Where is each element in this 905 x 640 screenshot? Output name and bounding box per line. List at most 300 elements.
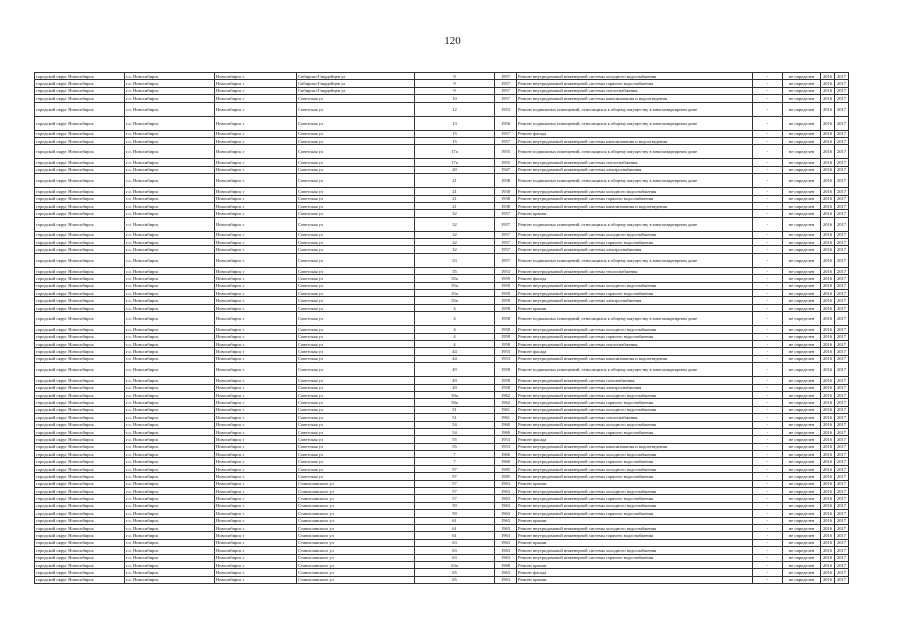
cell-okrug: городской округ Новосибирск [35,524,125,531]
cell-n: - [753,399,783,406]
cell-y1: 2016 [821,384,835,391]
cell-year: 1963 [495,576,517,583]
cell-house: 21 [415,202,495,209]
cell-n: - [753,391,783,398]
cell-street: Советская ул [297,282,415,289]
cell-y2: 2017 [835,399,849,406]
cell-cost: не определен [783,231,821,238]
cell-np: Новосибирск г [215,95,297,102]
cell-year: 1953 [495,443,517,450]
cell-np: Новосибирск г [215,333,297,340]
cell-mo: г.о. Новосибирск [125,87,215,94]
cell-np: Новосибирск г [215,384,297,391]
cell-okrug: городской округ Новосибирск [35,517,125,524]
cell-n: - [753,102,783,116]
cell-okrug: городской округ Новосибирск [35,340,125,347]
cell-year: 1947 [495,166,517,173]
cell-work: Ремонт внутридомовой инженерной системы горячего водоснабжения [517,473,753,480]
cell-work: Ремонт подвальных помещений, относящихся к общему имуществу в многоквартирном доме [517,145,753,159]
cell-work: Ремонт внутридомовой инженерной системы холодного водоснабжения [517,73,753,80]
cell-work: Ремонт внутридомовой инженерной системы горячего водоснабжения [517,554,753,561]
cell-street: Советская ул [297,348,415,355]
cell-house: 49 [415,377,495,384]
cell-year: 1961 [495,406,517,413]
cell-cost: не определен [783,210,821,217]
cell-y2: 2017 [835,363,849,377]
table-row [35,539,849,546]
cell-y1: 2016 [821,231,835,238]
cell-work: Ремонт внутридомовой инженерной системы канализования и водоотведения [517,202,753,209]
table-row [35,217,849,231]
cell-mo: г.о. Новосибирск [125,532,215,539]
cell-cost: не определен [783,569,821,576]
cell-house: 35 [415,267,495,274]
cell-y2: 2017 [835,421,849,428]
table-row [35,246,849,253]
cell-y2: 2017 [835,231,849,238]
cell-np: Новосибирск г [215,116,297,130]
cell-n: - [753,282,783,289]
cell-n: - [753,202,783,209]
cell-year: 1957 [495,239,517,246]
cell-n: - [753,510,783,517]
cell-y1: 2016 [821,174,835,188]
cell-work: Ремонт фасада [517,569,753,576]
cell-mo: г.о. Новосибирск [125,246,215,253]
cell-np: Новосибирск г [215,174,297,188]
cell-okrug: городской округ Новосибирск [35,231,125,238]
cell-year: 1958 [495,377,517,384]
cell-street: Станиславского ул [297,576,415,583]
cell-work: Ремонт внутридомовой инженерной системы горячего водоснабжения [517,428,753,435]
cell-np: Новосибирск г [215,290,297,297]
cell-y2: 2017 [835,159,849,166]
cell-n: - [753,253,783,267]
cell-np: Новосибирск г [215,576,297,583]
cell-y2: 2017 [835,217,849,231]
cell-okrug: городской округ Новосибирск [35,421,125,428]
cell-y2: 2017 [835,297,849,304]
cell-street: Станиславского ул [297,502,415,509]
cell-cost: не определен [783,473,821,480]
cell-cost: не определен [783,488,821,495]
cell-street: Советская ул [297,275,415,282]
cell-cost: не определен [783,406,821,413]
table-row [35,502,849,509]
cell-y1: 2016 [821,73,835,80]
cell-okrug: городской округ Новосибирск [35,414,125,421]
cell-y1: 2016 [821,253,835,267]
cell-street: Советская ул [297,116,415,130]
cell-n: - [753,561,783,568]
cell-n: - [753,377,783,384]
table-row [35,312,849,326]
cell-year: 1960 [495,458,517,465]
cell-cost: не определен [783,495,821,502]
cell-okrug: городской округ Новосибирск [35,174,125,188]
cell-cost: не определен [783,547,821,554]
cell-year: 1953 [495,436,517,443]
cell-n: - [753,333,783,340]
cell-y2: 2017 [835,473,849,480]
cell-street: Советская ул [297,195,415,202]
cell-okrug: городской округ Новосибирск [35,246,125,253]
cell-mo: г.о. Новосибирск [125,166,215,173]
cell-mo: г.о. Новосибирск [125,524,215,531]
table-row [35,377,849,384]
cell-street: Советская ул [297,95,415,102]
table-row [35,210,849,217]
cell-year: 1957 [495,80,517,87]
cell-street: Советская ул [297,210,415,217]
cell-y2: 2017 [835,253,849,267]
table-row [35,73,849,80]
cell-np: Новосибирск г [215,312,297,326]
cell-cost: не определен [783,391,821,398]
cell-street: Советская ул [297,174,415,188]
cell-mo: г.о. Новосибирск [125,340,215,347]
cell-work: Ремонт внутридомовой инженерной системы холодного водоснабжения [517,282,753,289]
cell-n: - [753,275,783,282]
cell-y2: 2017 [835,95,849,102]
cell-okrug: городской округ Новосибирск [35,137,125,144]
page-number: 120 [444,35,461,47]
cell-year: 1963 [495,532,517,539]
cell-cost: не определен [783,246,821,253]
cell-y2: 2017 [835,451,849,458]
table-row [35,480,849,487]
table-row [35,137,849,144]
cell-mo: г.о. Новосибирск [125,502,215,509]
cell-street: Станиславского ул [297,554,415,561]
cell-y2: 2017 [835,267,849,274]
cell-street: Советская ул [297,391,415,398]
cell-y2: 2017 [835,304,849,311]
cell-house: 54 [415,421,495,428]
cell-y1: 2016 [821,246,835,253]
cell-n: - [753,421,783,428]
cell-y1: 2016 [821,547,835,554]
cell-year: 1957 [495,231,517,238]
cell-cost: не определен [783,304,821,311]
cell-street: Советская ул [297,377,415,384]
cell-np: Новосибирск г [215,524,297,531]
cell-okrug: городской округ Новосибирск [35,188,125,195]
table-row [35,391,849,398]
cell-y2: 2017 [835,377,849,384]
table-row [35,95,849,102]
cell-np: Новосибирск г [215,130,297,137]
cell-n: - [753,210,783,217]
table-row [35,304,849,311]
cell-y1: 2016 [821,333,835,340]
table-row [35,297,849,304]
cell-y1: 2016 [821,488,835,495]
cell-work: Ремонт внутридомовой инженерной системы канализования и водоотведения [517,137,753,144]
cell-house: 17а [415,145,495,159]
cell-y2: 2017 [835,145,849,159]
cell-cost: не определен [783,116,821,130]
table-row [35,495,849,502]
cell-cost: не определен [783,348,821,355]
table-row [35,253,849,267]
table-row [35,554,849,561]
cell-cost: не определен [783,443,821,450]
cell-work: Ремонт внутридомовой инженерной системы теплоснабжения [517,267,753,274]
cell-okrug: городской округ Новосибирск [35,282,125,289]
cell-street: Станиславского ул [297,488,415,495]
cell-year: 1953 [495,267,517,274]
cell-cost: не определен [783,326,821,333]
cell-cost: не определен [783,554,821,561]
cell-okrug: городской округ Новосибирск [35,428,125,435]
cell-n: - [753,502,783,509]
table-row [35,239,849,246]
cell-cost: не определен [783,95,821,102]
cell-work: Ремонт внутридомовой инженерной системы горячего водоснабжения [517,239,753,246]
cell-okrug: городской округ Новосибирск [35,348,125,355]
cell-house: 35а [415,297,495,304]
table-row [35,517,849,524]
cell-house: 9 [415,73,495,80]
cell-np: Новосибирск г [215,547,297,554]
cell-work: Ремонт фасада [517,130,753,137]
cell-mo: г.о. Новосибирск [125,267,215,274]
cell-okrug: городской округ Новосибирск [35,73,125,80]
cell-year: 1968 [495,561,517,568]
cell-work: Ремонт внутридомовой инженерной системы горячего водоснабжения [517,195,753,202]
cell-okrug: городской округ Новосибирск [35,465,125,472]
cell-np: Новосибирск г [215,539,297,546]
cell-mo: г.о. Новосибирск [125,137,215,144]
cell-cost: не определен [783,253,821,267]
cell-house: 13 [415,116,495,130]
cell-year: 1957 [495,253,517,267]
cell-n: - [753,304,783,311]
cell-y1: 2016 [821,502,835,509]
cell-work: Ремонт внутридомовой инженерной системы теплоснабжения [517,87,753,94]
cell-np: Новосибирск г [215,488,297,495]
cell-n: - [753,451,783,458]
cell-mo: г.о. Новосибирск [125,312,215,326]
table-row [35,102,849,116]
cell-okrug: городской округ Новосибирск [35,532,125,539]
cell-year: 1963 [495,488,517,495]
cell-year: 1956 [495,116,517,130]
cell-street: Советская ул [297,363,415,377]
cell-street: Советская ул [297,384,415,391]
cell-y2: 2017 [835,166,849,173]
cell-y1: 2016 [821,414,835,421]
cell-n: - [753,195,783,202]
cell-n: - [753,458,783,465]
cell-work: Ремонт подвальных помещений, относящихся к общему имуществу в многоквартирном доме [517,102,753,116]
cell-cost: не определен [783,275,821,282]
cell-okrug: городской округ Новосибирск [35,297,125,304]
cell-year: 1958 [495,333,517,340]
cell-y1: 2016 [821,473,835,480]
table-row [35,166,849,173]
cell-y1: 2016 [821,495,835,502]
cell-house: 21 [415,195,495,202]
cell-n: - [753,340,783,347]
cell-street: Советская ул [297,312,415,326]
cell-street: Станиславского ул [297,532,415,539]
cell-n: - [753,290,783,297]
cell-year: 1960 [495,451,517,458]
table-row [35,384,849,391]
cell-year: 1957 [495,95,517,102]
cell-house: 63 [415,554,495,561]
cell-work: Ремонт внутридомовой инженерной системы электроснабжения [517,297,753,304]
cell-house: 32 [415,246,495,253]
cell-np: Новосибирск г [215,202,297,209]
cell-cost: не определен [783,282,821,289]
cell-street: Советская ул [297,326,415,333]
table-row [35,116,849,130]
table-row [35,547,849,554]
cell-cost: не определен [783,399,821,406]
cell-cost: не определен [783,130,821,137]
cell-house: 15 [415,130,495,137]
cell-work: Ремонт внутридомовой инженерной системы теплоснабжения [517,414,753,421]
cell-work: Ремонт внутридомовой инженерной системы горячего водоснабжения [517,290,753,297]
cell-mo: г.о. Новосибирск [125,333,215,340]
cell-y2: 2017 [835,428,849,435]
cell-np: Новосибирск г [215,195,297,202]
cell-work: Ремонт внутридомовой инженерной системы газоснабжения [517,377,753,384]
cell-work: Ремонт фасада [517,348,753,355]
cell-mo: г.о. Новосибирск [125,145,215,159]
cell-okrug: городской округ Новосибирск [35,451,125,458]
cell-np: Новосибирск г [215,473,297,480]
cell-street: Советская ул [297,458,415,465]
cell-street: Сибирско-Гвардейцев ул [297,87,415,94]
cell-n: - [753,73,783,80]
table-row [35,290,849,297]
cell-y1: 2016 [821,458,835,465]
cell-cost: не определен [783,80,821,87]
cell-y1: 2016 [821,87,835,94]
cell-okrug: городской округ Новосибирск [35,561,125,568]
cell-np: Новосибирск г [215,188,297,195]
table-row [35,282,849,289]
table-row [35,576,849,583]
cell-work: Ремонт внутридомовой инженерной системы холодного водоснабжения [517,451,753,458]
cell-house: 7 [415,451,495,458]
cell-y2: 2017 [835,137,849,144]
cell-y2: 2017 [835,80,849,87]
cell-n: - [753,326,783,333]
cell-street: Советская ул [297,399,415,406]
cell-y1: 2016 [821,377,835,384]
cell-house: 20 [415,166,495,173]
cell-y1: 2016 [821,217,835,231]
cell-mo: г.о. Новосибирск [125,275,215,282]
cell-house: 17а [415,159,495,166]
cell-y2: 2017 [835,275,849,282]
cell-okrug: городской округ Новосибирск [35,539,125,546]
cell-street: Советская ул [297,188,415,195]
cell-n: - [753,517,783,524]
cell-house: 57 [415,488,495,495]
table-row [35,524,849,531]
cell-mo: г.о. Новосибирск [125,547,215,554]
cell-y2: 2017 [835,458,849,465]
cell-y1: 2016 [821,561,835,568]
cell-n: - [753,428,783,435]
table-row [35,406,849,413]
cell-okrug: городской округ Новосибирск [35,547,125,554]
cell-y1: 2016 [821,202,835,209]
cell-street: Советская ул [297,102,415,116]
cell-n: - [753,554,783,561]
cell-mo: г.о. Новосибирск [125,217,215,231]
cell-y2: 2017 [835,326,849,333]
cell-mo: г.о. Новосибирск [125,297,215,304]
table-row [35,428,849,435]
cell-np: Новосибирск г [215,217,297,231]
table-row [35,159,849,166]
cell-okrug: городской округ Новосибирск [35,363,125,377]
cell-n: - [753,384,783,391]
cell-work: Ремонт подвальных помещений, относящихся к общему имуществу в многоквартирном доме [517,312,753,326]
cell-house: 59 [415,502,495,509]
cell-house: 65 [415,569,495,576]
cell-okrug: городской округ Новосибирск [35,267,125,274]
cell-y1: 2016 [821,116,835,130]
cell-work: Ремонт внутридомовой инженерной системы холодного водоснабжения [517,502,753,509]
cell-y1: 2016 [821,290,835,297]
cell-y2: 2017 [835,465,849,472]
cell-house: 50а [415,391,495,398]
cell-street: Советская ул [297,217,415,231]
table-row [35,326,849,333]
cell-house: 12 [415,102,495,116]
table-row [35,87,849,94]
cell-work: Ремонт крыши [517,576,753,583]
cell-cost: не определен [783,312,821,326]
cell-n: - [753,576,783,583]
cell-mo: г.о. Новосибирск [125,348,215,355]
cell-mo: г.о. Новосибирск [125,384,215,391]
table-row [35,363,849,377]
cell-year: 1959 [495,275,517,282]
cell-mo: г.о. Новосибирск [125,458,215,465]
cell-np: Новосибирск г [215,451,297,458]
cell-y1: 2016 [821,304,835,311]
cell-cost: не определен [783,166,821,173]
table-row [35,355,849,362]
cell-y2: 2017 [835,290,849,297]
cell-street: Советская ул [297,159,415,166]
cell-mo: г.о. Новосибирск [125,202,215,209]
cell-mo: г.о. Новосибирск [125,174,215,188]
cell-house: 4 [415,312,495,326]
cell-street: Станиславского ул [297,524,415,531]
cell-okrug: городской округ Новосибирск [35,488,125,495]
cell-mo: г.о. Новосибирск [125,451,215,458]
registry-table-container [34,72,848,584]
cell-np: Новосибирск г [215,137,297,144]
cell-y2: 2017 [835,502,849,509]
cell-work: Ремонт подвальных помещений, относящихся к общему имуществу в многоквартирном доме [517,363,753,377]
cell-street: Советская ул [297,290,415,297]
cell-y1: 2016 [821,443,835,450]
cell-y2: 2017 [835,130,849,137]
cell-cost: не определен [783,384,821,391]
cell-mo: г.о. Новосибирск [125,421,215,428]
